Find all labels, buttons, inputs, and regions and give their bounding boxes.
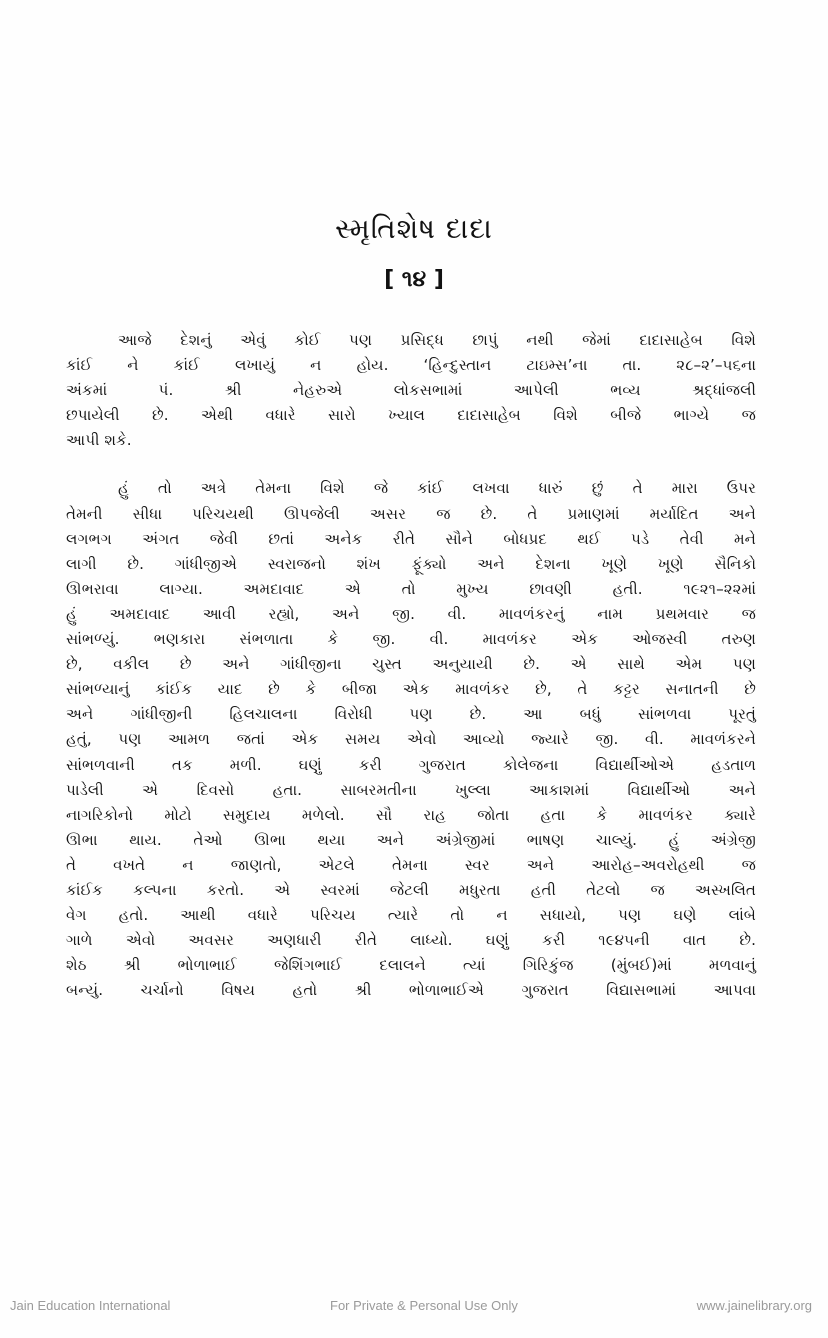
text-line: અને ગાંધીજીની હિલચાલના વિરોધી પણ છે. આ બધું સાંભળવા પૂરતું — [66, 705, 756, 724]
text-line: શેઠ શ્રી ભોળાભાઈ જેશિંગભાઈ દલાલને ત્યાં ગિરિકુંજ (મુંબઈ)માં મળવાનું — [66, 956, 756, 975]
text-line: ગાળે એવો અવસર અણધારી રીતે લાધ્યો. ઘણું કરી ૧૯૪૫ની વાત છે. — [66, 931, 756, 950]
text-line: સાંભળવાની તક મળી. ઘણું કરી ગુજરાત કોલેજના વિદ્યાર્થીઓએ હડતાળ — [66, 755, 756, 774]
text-line: કાંઈક કલ્પના કરતો. એ સ્વરમાં જેટલી મધુરતા હતી તેટલો જ અસ્ખલિત — [66, 880, 756, 899]
text-line: સાંભળ્યાનું કાંઈક યાદ છે કે બીજા એક માવળંકર છે, તે કટ્ટર સનાતની છે — [66, 680, 756, 699]
text-line: હું અમદાવાદ આવી રહ્યો, અને જી. વી. માવળંકરનું નામ પ્રથમવાર જ — [66, 604, 756, 623]
text-line: લાગી છે. ગાંધીજીએ સ્વરાજનો શંખ ફૂંક્યો અને દેશના ખૂણે ખૂણે સૈનિકો — [66, 554, 756, 573]
text-line: તેમની સીધા પરિચયથી ઊપજેલી અસર જ છે. તે પ્રમાણમાં મર્યાદિત અને — [66, 504, 756, 523]
text-line: નાગરિકોનો મોટો સમુદાય મળેલો. સૌ રાહ જોતા હતા કે માવળંકર ક્યારે — [66, 805, 756, 824]
footer-usage-notice: For Private & Personal Use Only — [330, 1298, 518, 1313]
text-line: આપી શકે. — [66, 431, 132, 450]
text-line: હતું, પણ આમળ જતાં એક સમય એવો આવ્યો જ્યારે જી. વી. માવળંકરને — [66, 730, 756, 749]
text-line: છે, વકીલ છે અને ગાંધીજીના ચુસ્ત અનુયાયી છે. એ સાથે એમ પણ — [66, 655, 756, 674]
paragraph-1 — [66, 328, 756, 453]
text-line: ઊભા થાય. તેઓ ઊભા થયા અને અંગ્રેજીમાં ભાષણ ચાલ્યું. હું અંગ્રેજી — [66, 830, 756, 849]
text-line: લગભગ અંગત જેવી છતાં અનેક રીતે સૌને બોધપ્રદ થઈ પડે તેવી મને — [66, 529, 756, 548]
text-line: હું તો અત્રે તેમના વિશે જે કાંઈ લખવા ધારું છું તે મારા ઉપર — [118, 479, 756, 498]
footer-publisher: Jain Education International — [10, 1298, 171, 1313]
text-line: સાંભળ્યું. ભણકારા સંભળાતા કે જી. વી. માવળંકર એક ઓજસ્વી તરુણ — [66, 630, 756, 649]
footer-website-link[interactable]: www.jainelibrary.org — [696, 1298, 812, 1313]
text-line: વેગ હતો. આથી વધારે પરિચય ત્યારે તો ન સધાયો, પણ ઘણે લાંબે — [66, 906, 756, 925]
text-line: ઊભરાવા લાગ્યા. અમદાવાદ એ તો મુખ્ય છાવણી હતી. ૧૯૨૧–૨૨માં — [66, 579, 756, 598]
text-line: બન્યું. ચર્ચાનો વિષય હતો શ્રી ભોળાભાઈએ ગુજરાત વિદ્યાસભામાં આપવા — [66, 981, 756, 1000]
text-line: પાડેલી એ દિવસો હતા. સાબરમતીના ખુલ્લા આકાશમાં વિદ્યાર્થીઓ અને — [66, 780, 756, 799]
text-line: આજે દેશનું એવું કોઈ પણ પ્રસિદ્ધ છાપું નથી જેમાં દાદાસાહેબ વિશે — [118, 331, 756, 349]
text-line: છપાયેલી છે. એથી વધારે સારો ખ્યાલ દાદાસાહેબ વિશે બીજે ભાગ્યે જ — [66, 406, 756, 425]
text-line: અંકમાં પં. શ્રી નેહરુએ લોકસભામાં આપેલી ભવ્ય શ્રદ્ધાંજલી — [66, 381, 756, 400]
document-body — [66, 328, 756, 1003]
text-line: તે વખતે ન જાણતો, એટલે તેમના સ્વર અને આરોહ–અવરોહથી જ — [66, 855, 756, 874]
chapter-number: [ ૧૪ ] — [384, 267, 444, 292]
page-footer — [0, 1298, 828, 1318]
page-title: સ્મૃતિશેષ દાદા — [335, 212, 493, 245]
text-line: કાંઈ ને કાંઈ લખાયું ન હોય. ‘હિન્દુસ્તાન ટાઇમ્સ’ના તા. ૨૮–૨’–૫૬ના — [66, 356, 756, 375]
paragraph-2 — [66, 476, 756, 1003]
